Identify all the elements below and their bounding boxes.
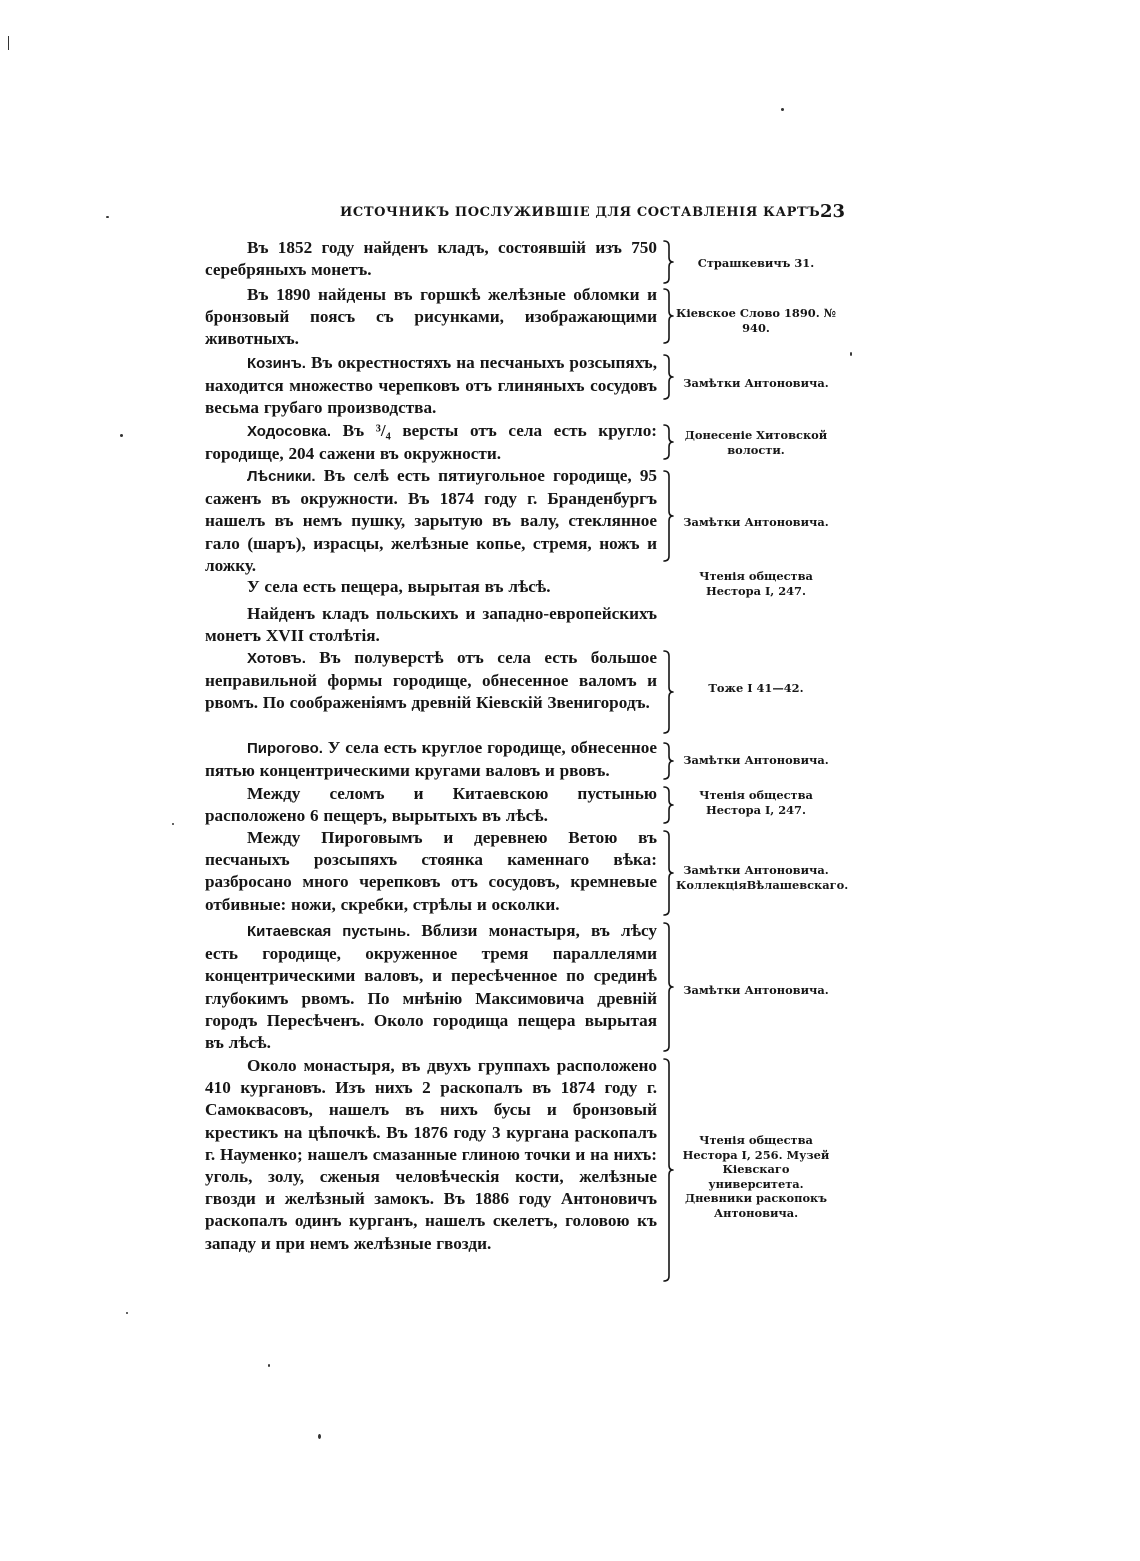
paragraph-text: Между селомъ и Китаевскою пустынью расположено 6 пещеръ, вырытыхъ въ лѣсѣ. — [205, 784, 657, 826]
place-heading: Ходосовка. — [247, 423, 332, 440]
scan-speck — [781, 108, 784, 111]
source-note-13: Чтенія общества Нестора I, 256. Музей Кіевскаго университета. Дневники раскопокъ Антоновича. — [682, 1133, 830, 1220]
source-note-2: Кіевское Слово 1890. № 940. — [676, 306, 837, 335]
brace-mark — [662, 240, 674, 284]
brace-mark — [662, 424, 674, 460]
brace-mark — [662, 922, 674, 1052]
source-note-10: Чтенія общества Нестора I, 247. — [699, 788, 813, 817]
brace-mark — [662, 354, 674, 400]
scan-speck — [318, 1434, 321, 1439]
paragraph-2 — [205, 284, 657, 351]
paragraph-text: Около монастыря, въ двухъ группахъ расположено 410 кургановъ. Изъ нихъ 2 раскопалъ въ 1874 году г. Самоквасовъ, нашелъ въ нихъ бусы и бронзовый крестикъ на цѣпочкѣ. Въ 1876 году 3 кургана раскопалъ г. Науменко; нашелъ смазанные глиною точки и на нихъ: уголь, золу, сженыя человѣческія кости, желѣзные гвозди и желѣзный замокъ. Въ 1886 году Антоновичъ раскопалъ одинъ курганъ, нашелъ скелетъ, головою къ западу и при немъ желѣзные гвозди. — [205, 1056, 657, 1253]
brace-mark — [662, 288, 674, 344]
paragraph-text: Въ окрестностяхъ на песчаныхъ розсыпяхъ, находится множество черепковъ отъ глиняныхъ сосудовъ весьма грубаго производства. — [205, 353, 657, 418]
scan-speck — [106, 216, 109, 218]
paragraph-9 — [205, 737, 657, 782]
page-number: 23 — [820, 201, 846, 222]
source-note-3: Замѣтки Антоновича. — [683, 376, 829, 390]
place-heading: Хотовъ. — [247, 650, 306, 667]
source-note-1: Страшкевичъ 31. — [697, 256, 815, 270]
paragraph-7 — [205, 603, 657, 647]
paragraph-text: У села есть пещера, вырытая въ лѣсѣ. — [247, 577, 551, 596]
place-heading: Пирогово. — [247, 740, 323, 757]
paragraph-5 — [205, 465, 657, 577]
brace-mark — [662, 1058, 674, 1282]
paragraph-text: Между Пироговымъ и деревнею Ветою въ песчаныхъ розсыпяхъ стоянка каменнаго вѣка: разбросано много черепковъ отъ сосудовъ, кремневые отбивные: ножи, скребки, стрѣлы и осколки. — [205, 828, 657, 914]
paragraph-text: Въ ³/₄ версты отъ села есть кругло: городище, 204 сажени въ окружности. — [205, 421, 658, 464]
scan-speck — [850, 352, 852, 356]
paragraph-10 — [205, 783, 657, 827]
running-title: ИСТОЧНИКЪ ПОСЛУЖИВШІЕ ДЛЯ СОСТАВЛЕНІЯ КАРТЪ. — [340, 205, 826, 220]
paragraph-4 — [205, 420, 657, 465]
brace-mark — [662, 786, 674, 824]
source-note-12: Замѣтки Антоновича. — [683, 983, 829, 997]
scan-speck — [126, 1312, 128, 1314]
place-heading: Козинъ. — [247, 355, 306, 372]
paragraph-text: Въ селѣ есть пятиугольное городище, 95 саженъ въ окружности. Въ 1874 году г. Бранденбургъ нашелъ въ немъ пушку, зарытую въ валу, стеклянное гало (шаръ), израсцы, желѣзные копье, стремя, ножъ и ложку. — [205, 466, 658, 575]
brace-mark — [662, 742, 674, 780]
paragraph-text: Въ 1890 найдены въ горшкѣ желѣзные обломки и бронзовый поясъ съ рисунками, изображающими животныхъ. — [205, 285, 657, 349]
brace-mark — [662, 650, 674, 734]
paragraph-12 — [205, 920, 657, 1054]
brace-mark — [662, 470, 674, 562]
paragraph-text: У села есть круглое городище, обнесенное пятью концентрическими кругами валовъ и рвовъ. — [205, 738, 657, 781]
brace-mark — [662, 830, 674, 916]
place-heading: Китаевская пустынь. — [247, 923, 411, 940]
paragraph-3 — [205, 352, 657, 420]
source-note-8: Тоже I 41—42. — [708, 681, 804, 695]
paragraph-8 — [205, 647, 657, 715]
paragraph-1 — [205, 237, 657, 281]
paragraph-text: Найденъ кладъ польскихъ и западно-европейскихъ монетъ XVII столѣтія. — [205, 604, 657, 646]
paragraph-text: Въ полуверстѣ отъ села есть большое неправильной формы городище, обнесенное валомъ и рвомъ. По соображеніямъ древній Кіевскій Звенигородъ. — [205, 648, 658, 713]
scan-speck — [8, 36, 9, 50]
scan-speck — [172, 823, 174, 825]
paragraph-text: Въ 1852 году найденъ кладъ, состоявшій изъ 750 серебряныхъ монетъ. — [205, 238, 657, 280]
paragraph-6 — [205, 576, 657, 598]
paragraph-11 — [205, 827, 657, 916]
paragraph-13 — [205, 1055, 657, 1255]
place-heading: Лѣсники. — [247, 468, 316, 485]
source-note-6: Чтенія общества Нестора I, 247. — [699, 569, 813, 598]
source-note-5: Замѣтки Антоновича. — [683, 515, 829, 529]
source-note-11: Замѣтки Антоновича. КоллекціяВѣлашевскаго. — [676, 863, 849, 892]
source-note-4: Донесеніе Хитовской волости. — [684, 428, 828, 457]
scan-speck — [268, 1364, 270, 1367]
paragraph-text: Вблизи монастыря, въ лѣсу есть городище, окруженное тремя параллелями концентрическими валовъ, и пересѣченное по срединѣ глубокимъ рвомъ. По мнѣнію Максимовича древній городъ Пересѣченъ. Около городища пещера вырытая въ лѣсѣ. — [205, 921, 658, 1053]
source-note-9: Замѣтки Антоновича. — [683, 753, 829, 767]
scan-speck — [120, 434, 123, 437]
